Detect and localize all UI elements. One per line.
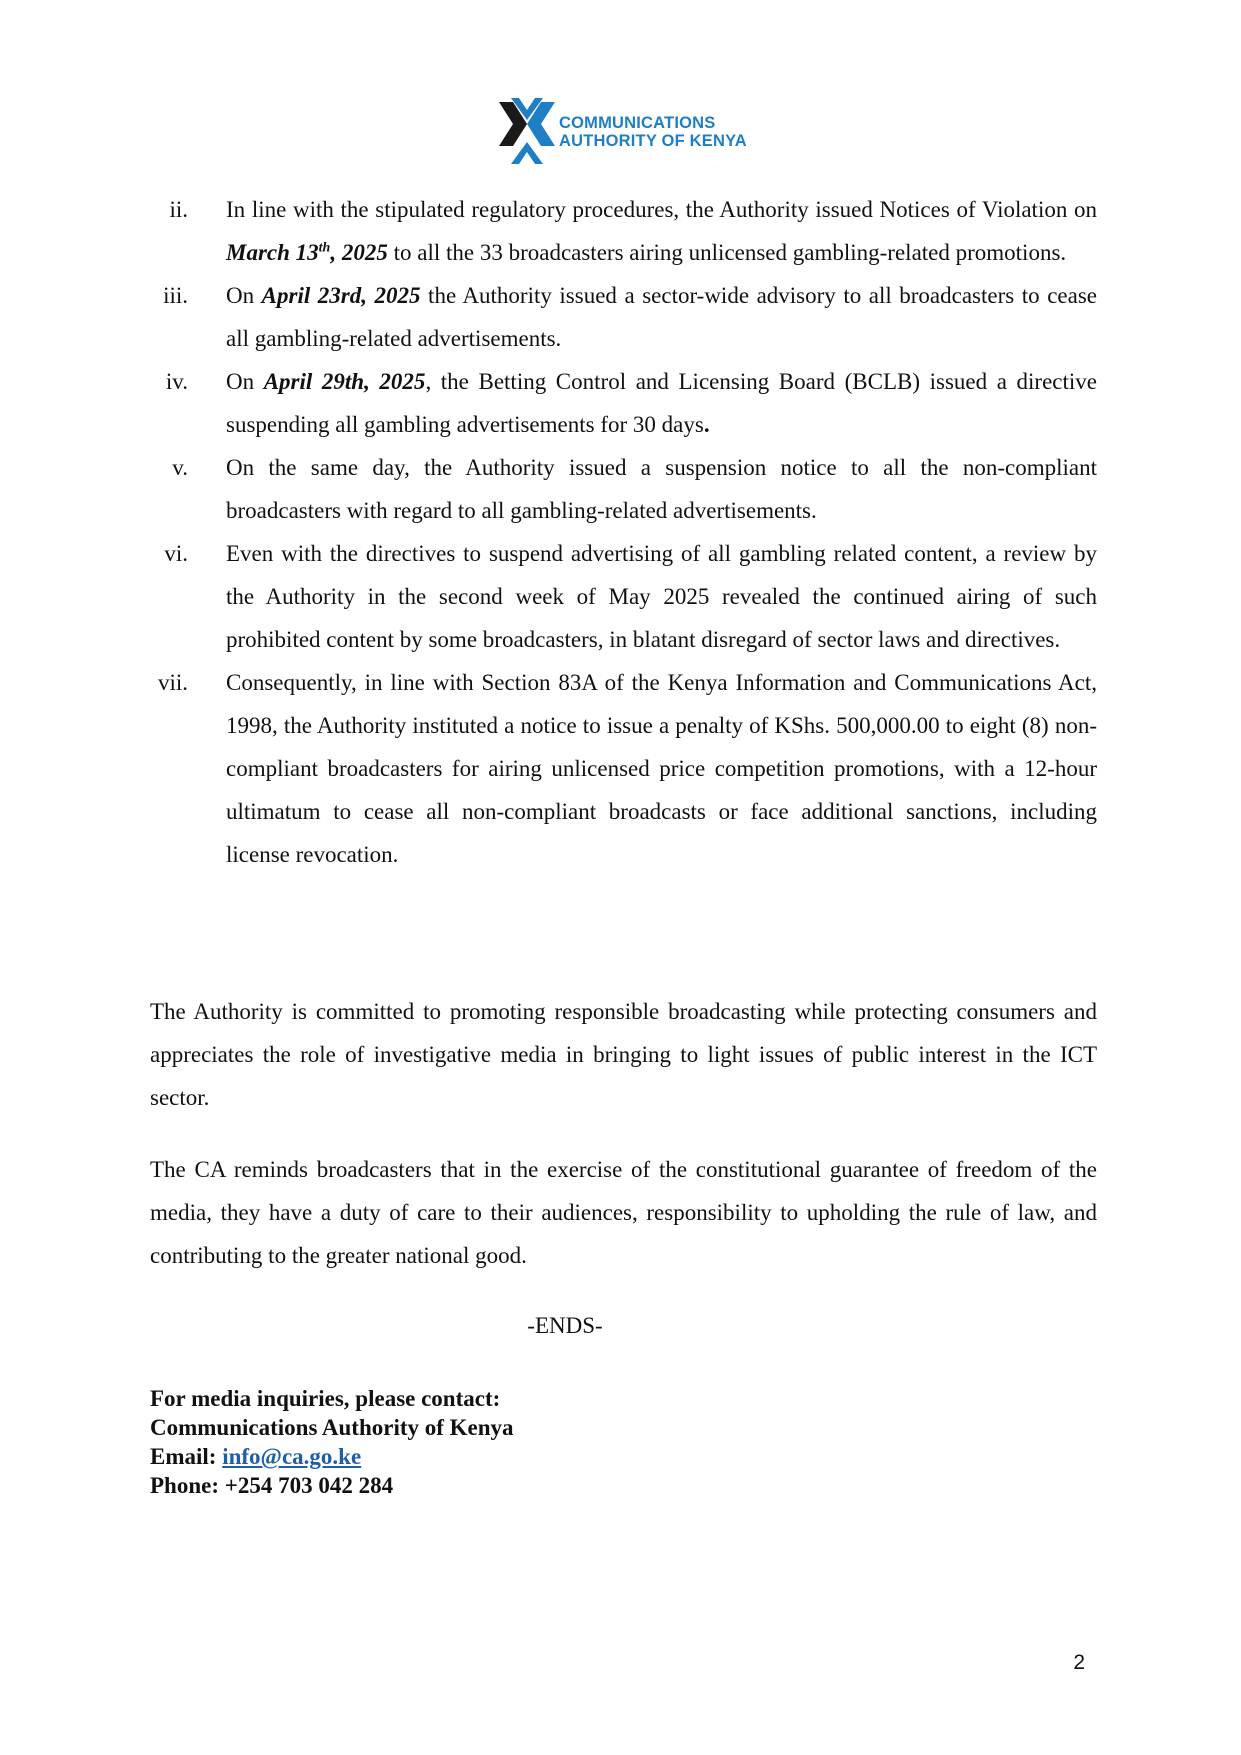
list-item-iii bbox=[150, 274, 1097, 360]
list-number: iv. bbox=[165, 369, 188, 394]
email-label: Email: bbox=[150, 1444, 223, 1469]
list-number: vi. bbox=[164, 541, 188, 566]
list-number: v. bbox=[172, 455, 188, 480]
logo-line-2: AUTHORITY OF KENYA bbox=[559, 132, 747, 150]
ca-logo-mark-icon bbox=[497, 98, 557, 168]
date-emphasis: March 13 bbox=[226, 240, 319, 265]
page-number: 2 bbox=[1073, 1651, 1085, 1674]
item-text: In line with the stipulated regulatory procedures, the Authority issued Notices of Violation on bbox=[226, 197, 1097, 222]
ca-logo bbox=[497, 98, 757, 168]
list-number: ii. bbox=[169, 197, 188, 222]
paragraph-commitment: The Authority is committed to promoting responsible broadcasting while protecting consumers and appreciates the role of investigative media in bringing to light issues of public interest in the ICT sector. bbox=[150, 999, 1097, 1110]
item-text: Consequently, in line with Section 83A of the Kenya Information and Communications Act, 1998, the Authority instituted a notice to issue a penalty of KShs. 500,000.00 to eight (8) non-compliant broadcasters for airing unlicensed price competition promotions, with a 12-hour ultimatum to cease all non-compliant broadcasts or face additional sanctions, including license revocation. bbox=[226, 670, 1097, 867]
logo-line-1: COMMUNICATIONS bbox=[559, 114, 716, 132]
list-item-iv bbox=[150, 360, 1097, 446]
ordinal-suffix: th bbox=[318, 240, 331, 256]
date-emphasis-year: , 2025 bbox=[330, 240, 388, 265]
numbered-list bbox=[150, 188, 1097, 876]
phone-label: Phone: bbox=[150, 1473, 225, 1498]
list-item-ii bbox=[150, 188, 1097, 274]
bold-period: . bbox=[703, 412, 710, 437]
contact-heading: For media inquiries, please contact: bbox=[150, 1386, 501, 1411]
item-text-cont: to all the 33 broadcasters airing unlicensed gambling-related promotions. bbox=[387, 240, 1067, 265]
item-text: Even with the directives to suspend advertising of all gambling related content, a review by the Authority in the second week of May 2025 revealed the continued airing of such prohibited content by some broadcasters, in blatant disregard of sector laws and directives. bbox=[226, 541, 1097, 652]
date-emphasis: April 23rd, 2025 bbox=[261, 283, 421, 308]
contact-organization: Communications Authority of Kenya bbox=[150, 1415, 514, 1440]
contact-phone-row bbox=[150, 1471, 514, 1500]
item-text: On the same day, the Authority issued a suspension notice to all the non-compliant broadcasters with regard to all gambling-related advertisements. bbox=[226, 455, 1097, 523]
date-emphasis: April 29th, 2025 bbox=[263, 369, 426, 394]
item-text: On bbox=[226, 283, 262, 308]
item-text: On bbox=[226, 369, 264, 394]
logo-text bbox=[559, 114, 747, 150]
list-item-vii bbox=[150, 661, 1097, 876]
list-item-v bbox=[150, 446, 1097, 532]
phone-number: +254 703 042 284 bbox=[224, 1473, 394, 1498]
list-number: iii. bbox=[163, 283, 188, 308]
item-text-cont: the Authority issued a sector-wide advisory to all broadcasters to cease all gambling-related advertisements. bbox=[226, 283, 1097, 351]
ends-marker: -ENDS- bbox=[527, 1313, 603, 1338]
email-link[interactable]: info@ca.go.ke bbox=[222, 1444, 362, 1469]
contact-block bbox=[150, 1384, 514, 1500]
list-item-vi bbox=[150, 532, 1097, 661]
contact-email-row bbox=[150, 1442, 514, 1471]
item-text-cont: , the Betting Control and Licensing Board (BCLB) issued a directive suspending all gambling advertisements for 30 days bbox=[226, 369, 1097, 437]
paragraph-reminder: The CA reminds broadcasters that in the exercise of the constitutional guarantee of freedom of the media, they have a duty of care to their audiences, responsibility to upholding the rule of law, and contributing to the greater national good. bbox=[150, 1157, 1097, 1268]
list-number: vii. bbox=[157, 670, 188, 695]
